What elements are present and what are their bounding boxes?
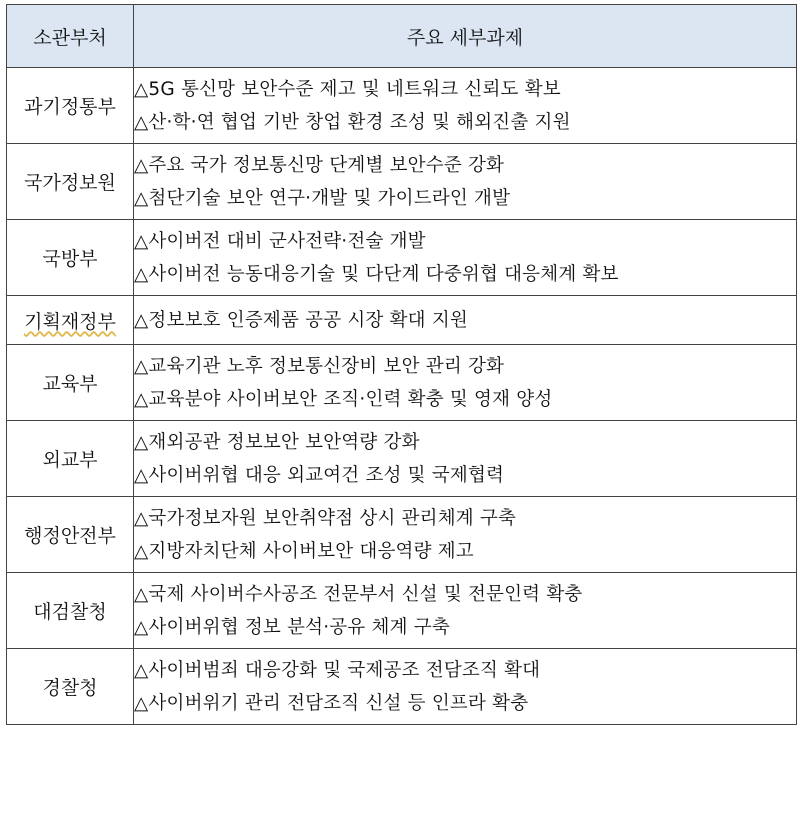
task-cell <box>134 220 797 296</box>
ministry-name: 국가정보원 <box>24 172 116 194</box>
task-item: △사이버전 능동대응기술 및 다단계 다중위협 대응체계 확보 <box>134 263 619 285</box>
task-item: △주요 국가 정보통신망 단계별 보안수준 강화 <box>134 154 505 176</box>
task-item: △국가정보자원 보안취약점 상시 관리체계 구축 <box>134 507 517 529</box>
task-item: △사이버위협 정보 분석·공유 체계 구축 <box>134 616 450 638</box>
task-item: △첨단기술 보안 연구·개발 및 가이드라인 개발 <box>134 187 511 209</box>
task-item: △사이버위협 대응 외교여건 조성 및 국제협력 <box>134 464 505 486</box>
task-item: △국제 사이버수사공조 전문부서 신설 및 전문인력 확충 <box>134 583 583 605</box>
task-cell <box>134 421 797 497</box>
task-item: △5G 통신망 보안수준 제고 및 네트워크 신뢰도 확보 <box>134 78 561 100</box>
task-item: △교육분야 사이버보안 조직·인력 확충 및 영재 양성 <box>134 388 553 410</box>
ministry-name: 행정안전부 <box>24 525 116 547</box>
task-cell <box>134 144 797 220</box>
task-item: △교육기관 노후 정보통신장비 보안 관리 강화 <box>134 355 505 377</box>
ministry-name: 대검찰청 <box>33 601 107 623</box>
ministry-cell <box>7 220 134 296</box>
ministry-cell <box>7 68 134 144</box>
table-row <box>7 497 797 573</box>
task-cell <box>134 497 797 573</box>
ministry-name: 경찰청 <box>42 677 98 699</box>
header-tasks: 주요 세부과제 <box>134 5 797 68</box>
table-row <box>7 421 797 497</box>
header-row <box>7 5 797 68</box>
table-row <box>7 144 797 220</box>
task-item: △사이버범죄 대응강화 및 국제공조 전담조직 확대 <box>134 659 541 681</box>
task-item: △재외공관 정보보안 보안역량 강화 <box>134 431 420 453</box>
ministry-name: 과기정통부 <box>24 96 116 118</box>
table-row <box>7 345 797 421</box>
ministry-cell <box>7 296 134 345</box>
task-item: △사이버위기 관리 전담조직 신설 등 인프라 확충 <box>134 692 529 714</box>
table-row <box>7 296 797 345</box>
task-cell <box>134 345 797 421</box>
ministry-name: 기획재정부 <box>24 310 116 333</box>
ministry-cell <box>7 649 134 725</box>
ministry-name: 외교부 <box>42 449 98 471</box>
task-cell <box>134 573 797 649</box>
task-item: △정보보호 인증제품 공공 시장 확대 지원 <box>134 309 468 331</box>
table-row <box>7 220 797 296</box>
ministry-cell <box>7 573 134 649</box>
table-row <box>7 68 797 144</box>
ministry-name: 국방부 <box>42 248 98 270</box>
ministry-name: 교육부 <box>42 373 98 395</box>
ministry-cell <box>7 345 134 421</box>
ministry-task-table <box>6 4 797 725</box>
task-item: △산·학·연 협업 기반 창업 환경 조성 및 해외진출 지원 <box>134 111 571 133</box>
header-ministry: 소관부처 <box>7 5 134 68</box>
ministry-cell <box>7 144 134 220</box>
task-item: △사이버전 대비 군사전략·전술 개발 <box>134 230 426 252</box>
task-cell <box>134 649 797 725</box>
ministry-cell <box>7 421 134 497</box>
task-cell <box>134 68 797 144</box>
task-cell <box>134 296 797 345</box>
table-row <box>7 573 797 649</box>
task-item: △지방자치단체 사이버보안 대응역량 제고 <box>134 540 474 562</box>
table-row <box>7 649 797 725</box>
ministry-cell <box>7 497 134 573</box>
